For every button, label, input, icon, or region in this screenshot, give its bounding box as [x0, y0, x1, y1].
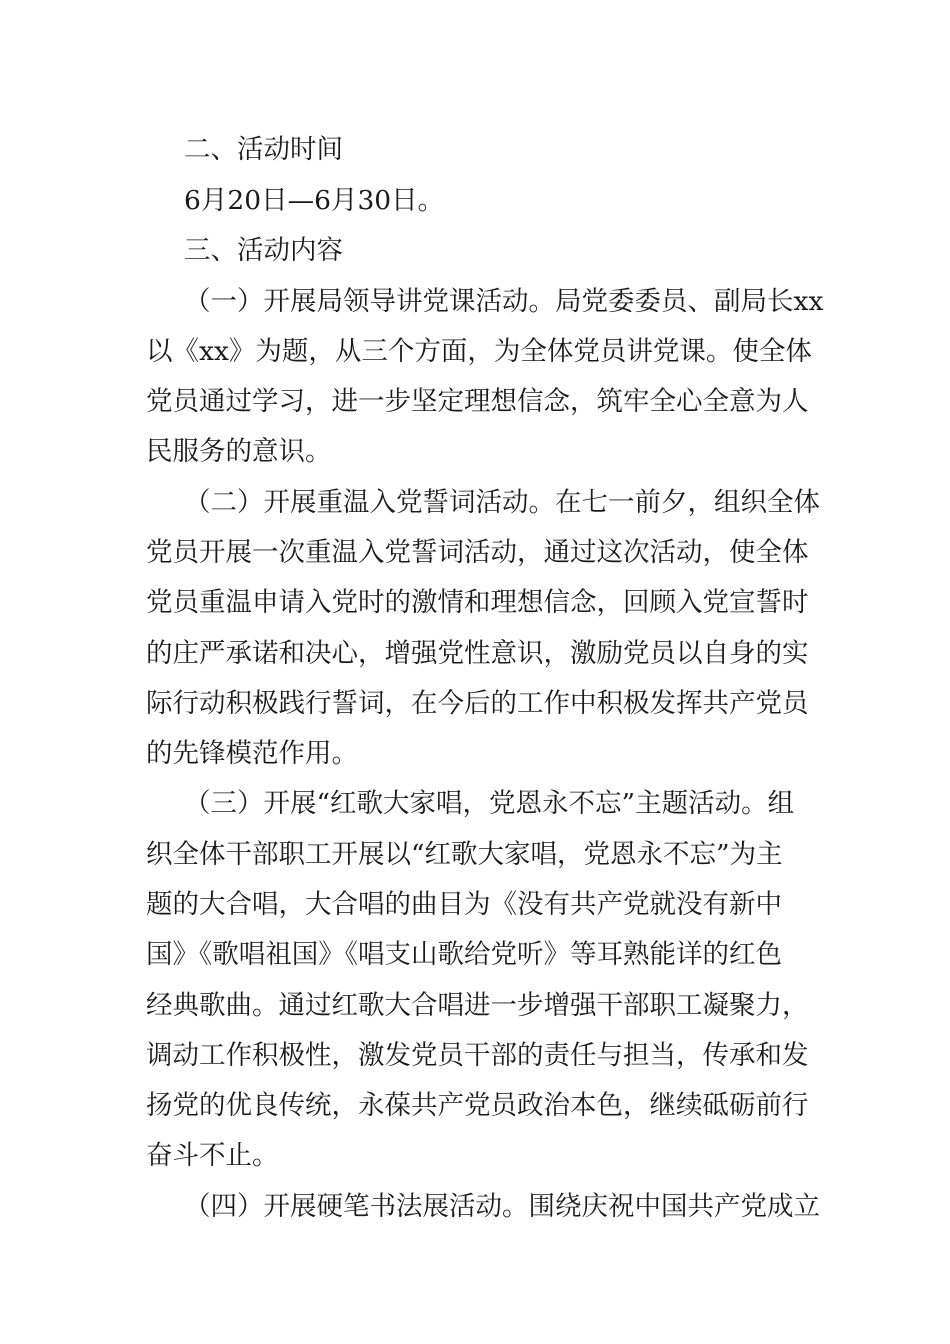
paragraph-1-line: 以《xx》为题，从三个方面，为全体党员讲党课。使全体	[146, 336, 812, 367]
paragraph-2-line: （二）开展重温入党誓词活动。在七一前夕，组织全体	[184, 487, 820, 518]
paragraph-1-line: （一）开展局领导讲党课活动。局党委委员、副局长xx	[184, 286, 824, 317]
paragraph-2-line: 的先锋模范作用。	[146, 738, 358, 769]
heading-activity-time: 二、活动时间	[184, 134, 343, 165]
paragraph-3-line: 扬党的优良传统，永葆共产党员政治本色，继续砥砺前行	[146, 1090, 809, 1121]
paragraph-3-line: 调动工作积极性，激发党员干部的责任与担当，传承和发	[146, 1040, 809, 1071]
paragraph-2-line: 党员开展一次重温入党誓词活动，通过这次活动，使全体	[146, 537, 809, 568]
paragraph-3-line: 经典歌曲。通过红歌大合唱进一步增强干部职工凝聚力，	[146, 990, 809, 1021]
paragraph-1-line: 党员通过学习，进一步坚定理想信念，筑牢全心全意为人	[146, 386, 809, 417]
paragraph-3-line: 织全体干部职工开展以“红歌大家唱，党恩永不忘”为主	[146, 839, 783, 870]
heading-activity-content: 三、活动内容	[184, 235, 343, 266]
paragraph-3-line: 题的大合唱，大合唱的曲目为《没有共产党就没有新中	[146, 889, 782, 920]
paragraph-1-line: 民服务的意识。	[146, 436, 332, 467]
activity-dates: 6月20日—6月30日。	[184, 185, 445, 216]
paragraph-3-line: （三）开展“红歌大家唱，党恩永不忘”主题活动。组	[184, 788, 795, 819]
paragraph-3-line: 国》《歌唱祖国》《唱支山歌给党听》等耳熟能详的红色	[146, 939, 782, 970]
paragraph-4-line: （四）开展硬笔书法展活动。围绕庆祝中国共产党成立	[184, 1191, 820, 1222]
paragraph-3-line: 奋斗不止。	[146, 1140, 279, 1171]
paragraph-2-line: 的庄严承诺和决心，增强党性意识，激励党员以自身的实	[146, 638, 809, 669]
paragraph-2-line: 党员重温申请入党时的激情和理想信念，回顾入党宣誓时	[146, 587, 809, 618]
paragraph-2-line: 际行动积极践行誓词，在今后的工作中积极发挥共产党员	[146, 688, 809, 719]
